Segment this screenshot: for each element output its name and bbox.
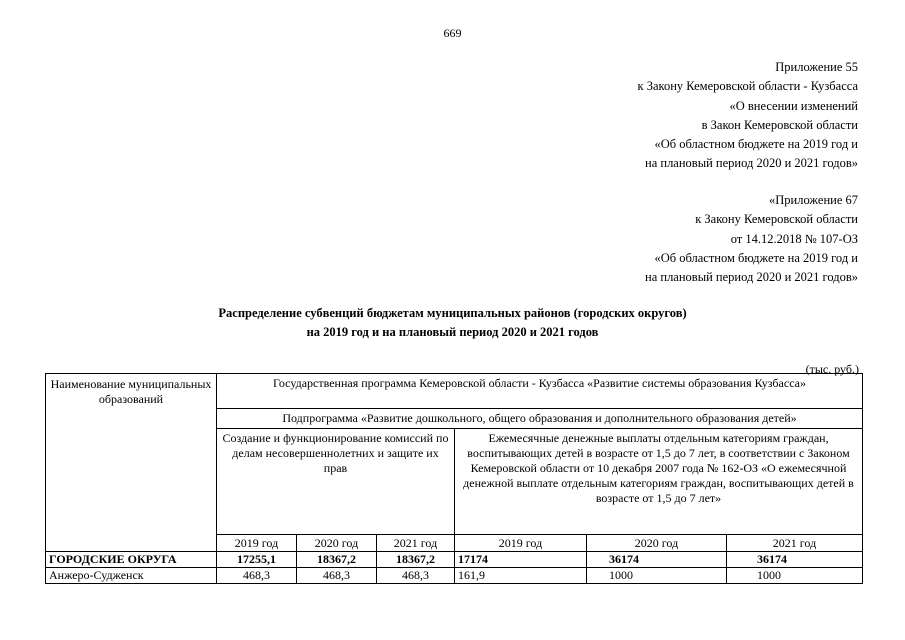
year-header: 2021 год <box>377 535 455 552</box>
value-cell: 468,3 <box>217 568 297 584</box>
group-monthly-payments-header: Ежемесячные денежные выплаты отдельным категориям граждан, воспитывающих детей в возрасте от 1,5 до 7 лет, в соответствии с Законом Кемеровской области от 10 декабря 2007 года № 162-ОЗ «О ежемесячной денежной выплате отдельным категориям граждан, воспитывающих детей в возрасте от 1,5 до 7 лет» <box>455 429 863 535</box>
appendix-55-line: на плановый период 2020 и 2021 годов» <box>645 156 858 171</box>
appendix-67-line: «Об областном бюджете на 2019 год и <box>654 250 858 265</box>
value-cell: 468,3 <box>297 568 377 584</box>
appendix-67-line: к Закону Кемеровской области <box>695 212 858 227</box>
table-header-row <box>46 374 863 409</box>
value-cell: 1000 <box>587 568 727 584</box>
document-title <box>0 304 905 342</box>
appendix-55-line: «Об областном бюджете на 2019 год и <box>654 137 858 152</box>
municipality-name: Анжеро-Судженск <box>46 568 217 584</box>
value-cell: 18367,2 <box>297 552 377 568</box>
year-header: 2020 год <box>587 535 727 552</box>
value-cell: 36174 <box>727 552 863 568</box>
value-cell: 18367,2 <box>377 552 455 568</box>
units-label: (тыс. руб.) <box>805 362 859 376</box>
year-header: 2019 год <box>455 535 587 552</box>
appendix-67-line: «Приложение 67 <box>769 193 858 207</box>
table-row <box>46 552 863 568</box>
page-number: 669 <box>443 26 462 40</box>
appendix-67-header <box>645 191 858 287</box>
group-commissions-header: Создание и функционирование комиссий по делам несовершеннолетних и защите их прав <box>217 429 455 535</box>
appendix-67-line: от 14.12.2018 № 107-ОЗ <box>730 231 858 246</box>
appendix-55-line: к Закону Кемеровской области - Кузбасса <box>637 79 858 94</box>
appendix-67-line: на плановый период 2020 и 2021 годов» <box>645 270 858 285</box>
municipality-name: ГОРОДСКИЕ ОКРУГА <box>46 552 217 568</box>
municipality-column-header: Наименование муниципальных образований <box>46 374 217 552</box>
value-cell: 17174 <box>455 552 587 568</box>
value-cell: 36174 <box>587 552 727 568</box>
subprogram-header: Подпрограмма «Развитие дошкольного, общего образования и дополнительного образования детей» <box>217 409 863 429</box>
year-header: 2021 год <box>727 535 863 552</box>
year-header: 2019 год <box>217 535 297 552</box>
appendix-55-line: в Закон Кемеровской области <box>701 117 858 132</box>
value-cell: 468,3 <box>377 568 455 584</box>
value-cell: 17255,1 <box>217 552 297 568</box>
table-row <box>46 568 863 584</box>
appendix-55-header <box>638 58 859 174</box>
subventions-table <box>45 373 863 584</box>
document-title-line-2: на 2019 год и на плановый период 2020 и 2021 годов <box>306 325 599 339</box>
value-cell: 1000 <box>727 568 863 584</box>
appendix-55-line: Приложение 55 <box>775 60 858 74</box>
value-cell: 161,9 <box>455 568 587 584</box>
year-header: 2020 год <box>297 535 377 552</box>
program-header: Государственная программа Кемеровской области - Кузбасса «Развитие системы образования Кузбасса» <box>217 374 863 409</box>
appendix-55-line: «О внесении изменений <box>729 98 858 113</box>
document-title-line-1: Распределение субвенций бюджетам муниципальных районов (городских округов) <box>218 306 687 320</box>
